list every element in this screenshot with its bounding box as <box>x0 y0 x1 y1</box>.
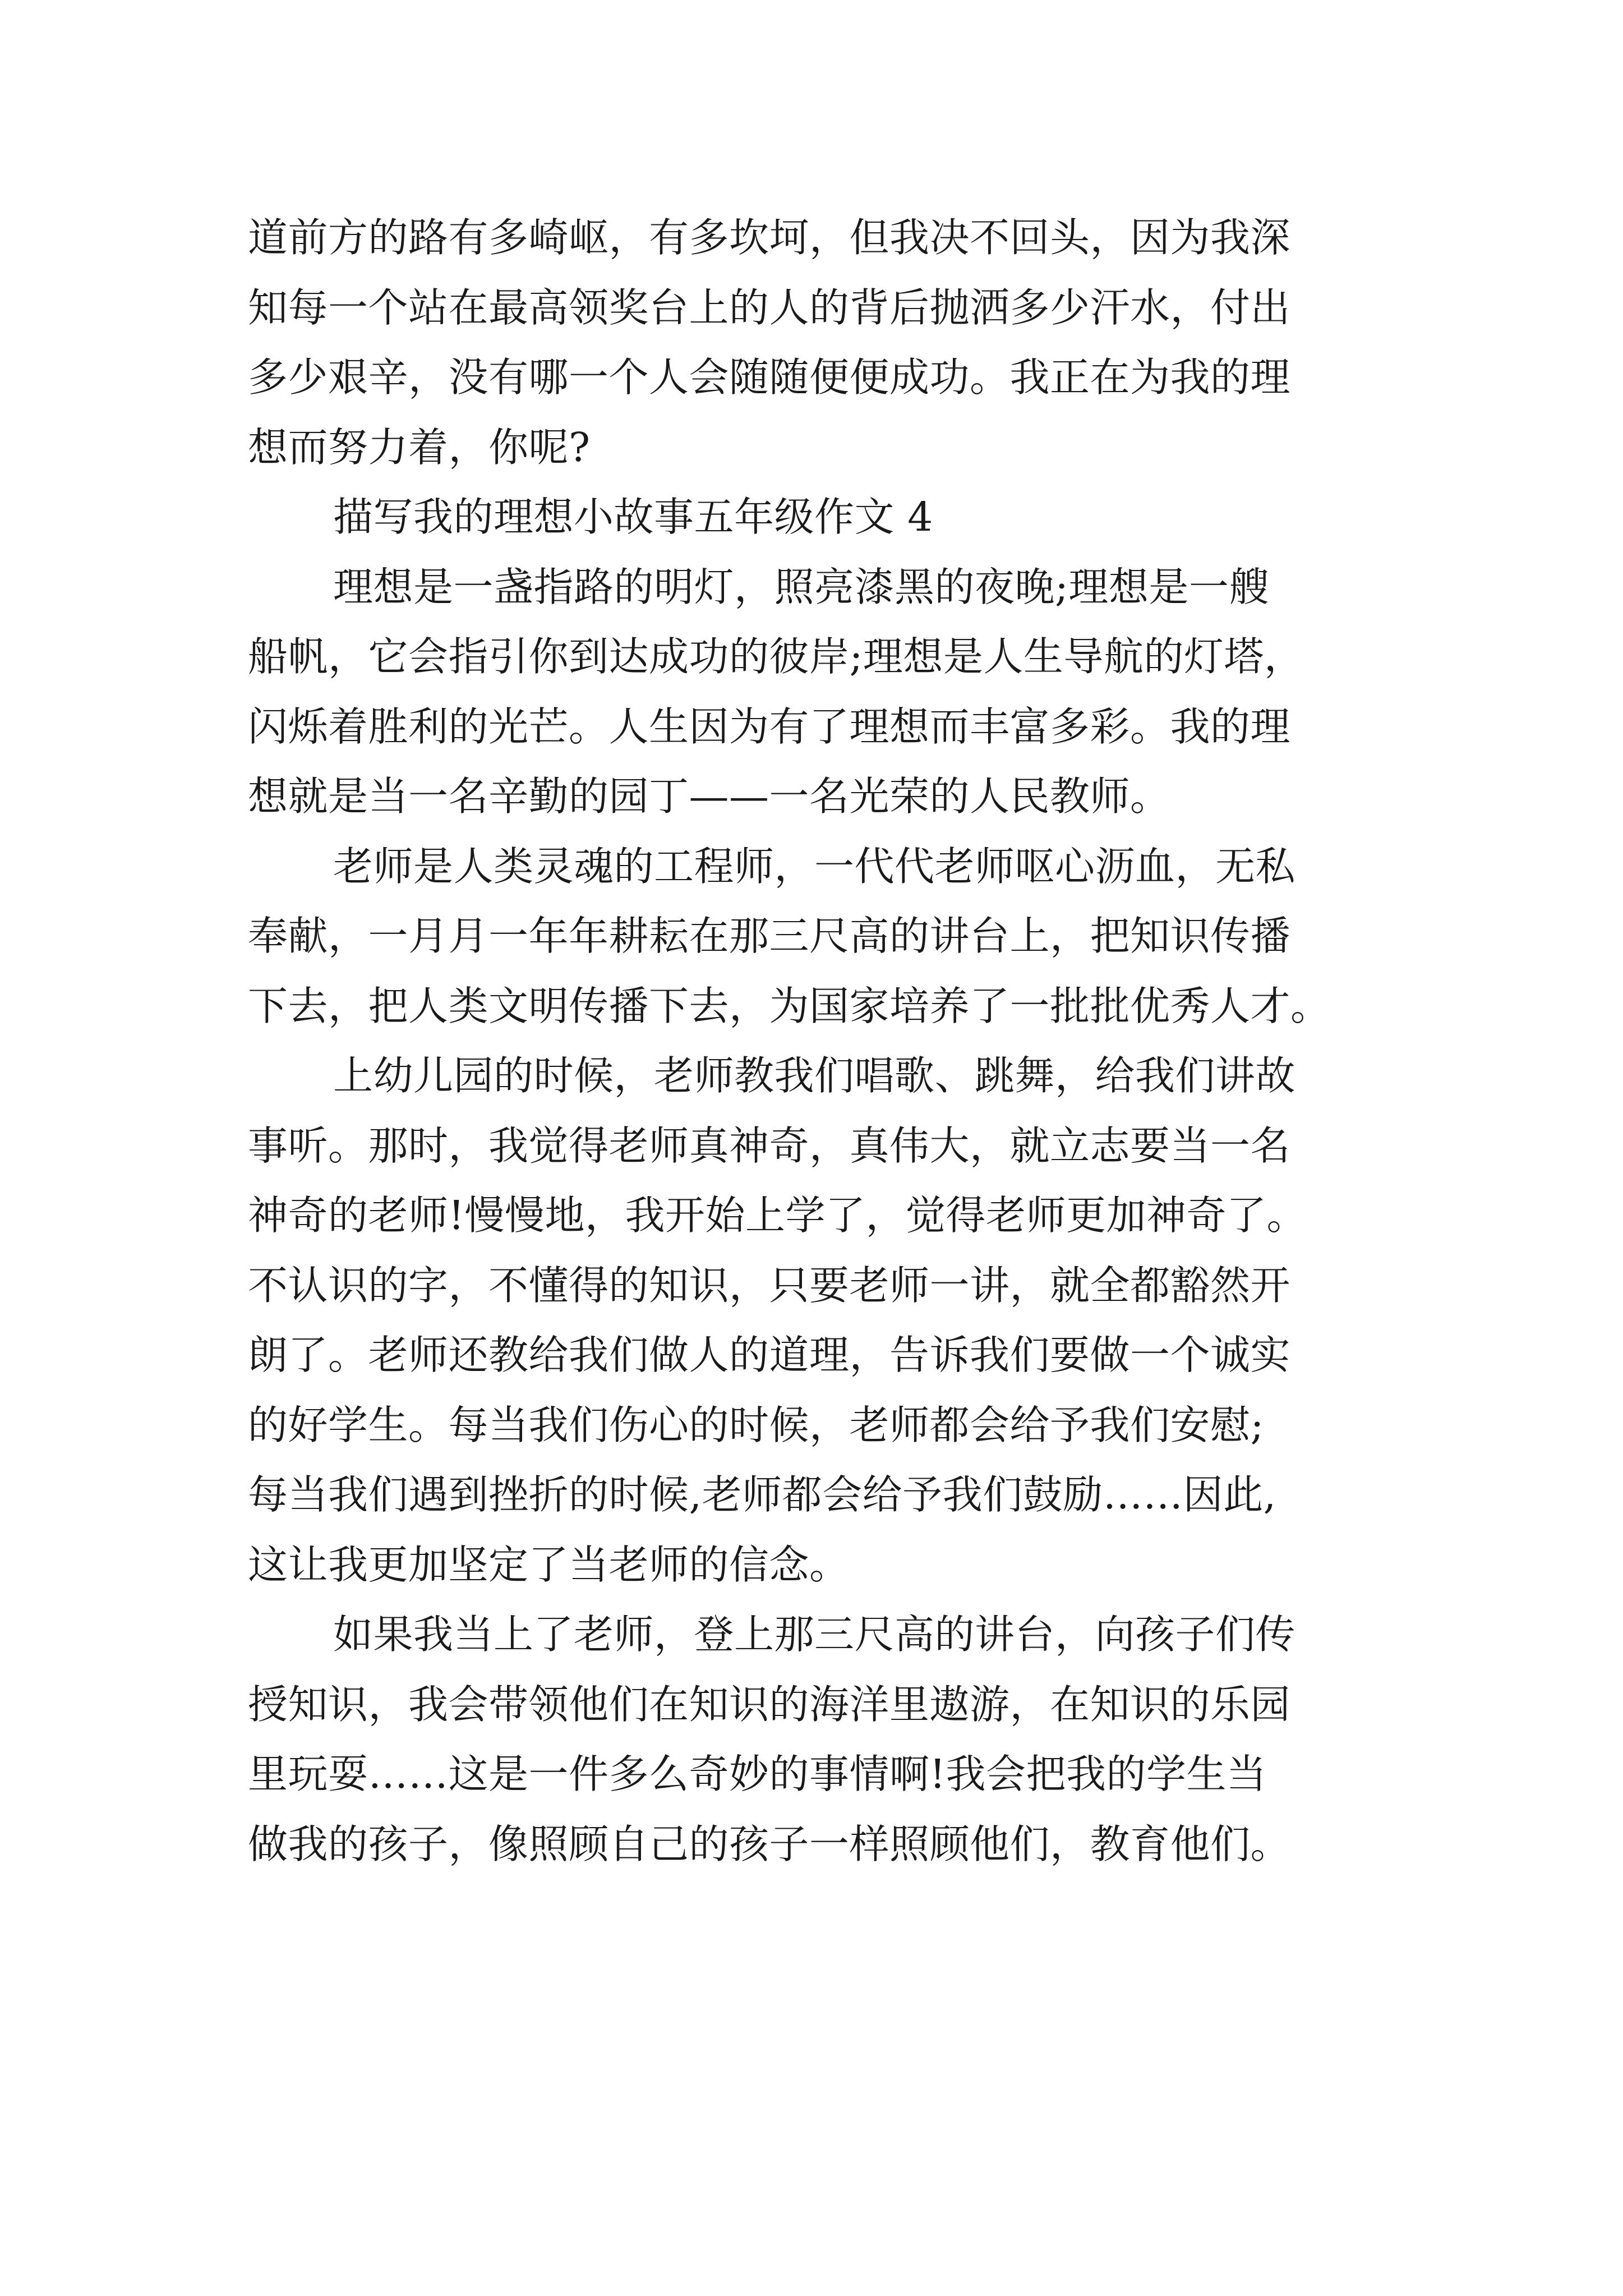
text-line: 想而努力着，你呢? <box>248 424 591 471</box>
text-line: 不认识的字，不懂得的知识，只要老师一讲，就全都豁然开 <box>248 1262 1291 1309</box>
text-line: 这让我更加坚定了当老师的信念。 <box>248 1541 850 1588</box>
text-line: 朗了。老师还教给我们做人的道理，告诉我们要做一个诚实 <box>248 1332 1291 1378</box>
text-line: 上幼儿园的时候，老师教我们唱歌、跳舞，给我们讲故 <box>333 1052 1296 1099</box>
text-line: 做我的孩子，像照顾自己的孩子一样照顾他们，教育他们。 <box>248 1820 1291 1867</box>
text-line: 道前方的路有多崎岖，有多坎坷，但我决不回头，因为我深 <box>248 214 1291 261</box>
text-line: 理想是一盏指路的明灯，照亮漆黑的夜晚;理想是一艘 <box>333 563 1269 610</box>
text-line: 老师是人类灵魂的工程师，一代代老师呕心沥血，无私 <box>333 843 1296 890</box>
text-line: 每当我们遇到挫折的时候,老师都会给予我们鼓励……因此, <box>248 1471 1276 1518</box>
text-line: 多少艰辛，没有哪一个人会随随便便成功。我正在为我的理 <box>248 354 1291 401</box>
text-line: 奉献，一月月一年年耕耘在那三尺高的讲台上，把知识传播 <box>248 913 1291 959</box>
text-line: 闪烁着胜利的光芒。人生因为有了理想而丰富多彩。我的理 <box>248 703 1291 750</box>
text-line: 如果我当上了老师，登上那三尺高的讲台，向孩子们传 <box>333 1611 1296 1658</box>
section-heading: 描写我的理想小故事五年级作文 4 <box>333 494 933 540</box>
text-line: 里玩耍……这是一件多么奇妙的事情啊!我会把我的学生当 <box>248 1751 1267 1797</box>
text-line: 事听。那时，我觉得老师真神奇，真伟大，就立志要当一名 <box>248 1122 1291 1169</box>
essay-body <box>248 203 1392 1879</box>
text-line: 船帆，它会指引你到达成功的彼岸;理想是人生导航的灯塔， <box>248 633 1304 680</box>
text-line: 知每一个站在最高领奖台上的人的背后抛洒多少汗水，付出 <box>248 284 1291 331</box>
text-line: 授知识，我会带领他们在知识的海洋里遨游，在知识的乐园 <box>248 1681 1291 1728</box>
text-line: 下去，把人类文明传播下去，为国家培养了一批批优秀人才。 <box>248 982 1331 1029</box>
text-line: 想就是当一名辛勤的园丁——一名光荣的人民教师。 <box>248 773 1170 820</box>
text-line: 神奇的老师!慢慢地，我开始上学了，觉得老师更加神奇了。 <box>248 1192 1307 1239</box>
text-line: 的好学生。每当我们伤心的时候，老师都会给予我们安慰; <box>248 1401 1264 1448</box>
